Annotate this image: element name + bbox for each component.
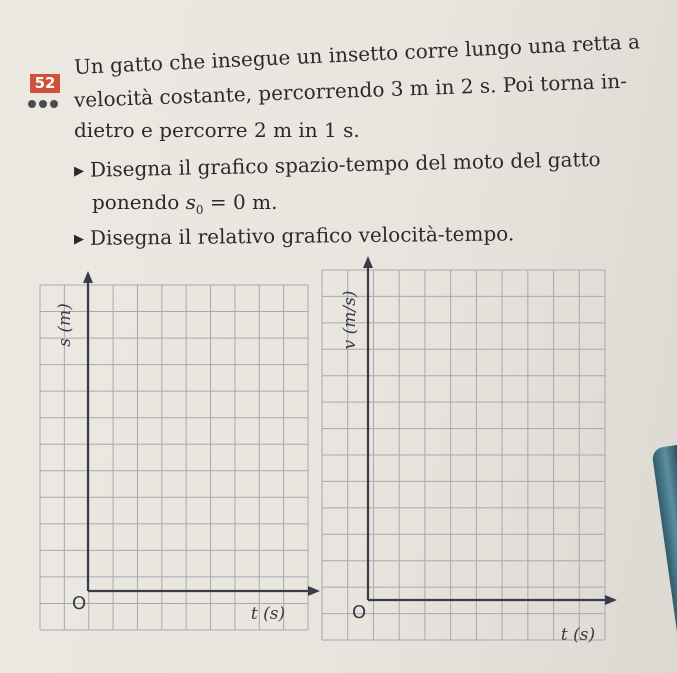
task-1-text: Disegna il grafico spazio-tempo del moto del gatto	[89, 146, 601, 182]
y-axis-arrow-icon	[83, 271, 93, 283]
y-axis-label: v (m/s)	[340, 290, 360, 350]
x-axis-label: t (s)	[560, 625, 596, 645]
space-time-graph	[40, 271, 320, 630]
y-axis-arrow-icon	[363, 256, 373, 268]
y-axis-label: s (m)	[55, 303, 75, 347]
s0-symbol: s	[185, 190, 196, 214]
x-axis-arrow-icon	[605, 595, 617, 605]
problem-number-badge: 52	[30, 74, 60, 93]
task-1-suffix: = 0 m.	[203, 190, 278, 214]
velocity-time-graph	[322, 256, 617, 645]
task-2-text: Disegna il relativo grafico velocità-tempo.	[89, 221, 515, 250]
origin-label: O	[72, 593, 87, 614]
problem-text-line-1: Un gatto che insegue un insetto corre lungo una retta a	[73, 29, 641, 79]
x-axis-label: t (s)	[250, 604, 286, 624]
s0-subscript: 0	[195, 203, 204, 217]
bullet-arrow-icon: ▶	[73, 231, 85, 247]
origin-label: O	[352, 602, 367, 623]
problem-text-line-3: dietro e percorre 2 m in 1 s.	[74, 118, 360, 142]
problem-text-line-2: velocità costante, percorrendo 3 m in 2 s. Poi torna in-	[73, 68, 628, 112]
task-1-prefix: ponendo	[92, 190, 186, 214]
x-axis-arrow-icon	[308, 586, 320, 596]
bullet-arrow-icon: ▶	[73, 163, 85, 179]
